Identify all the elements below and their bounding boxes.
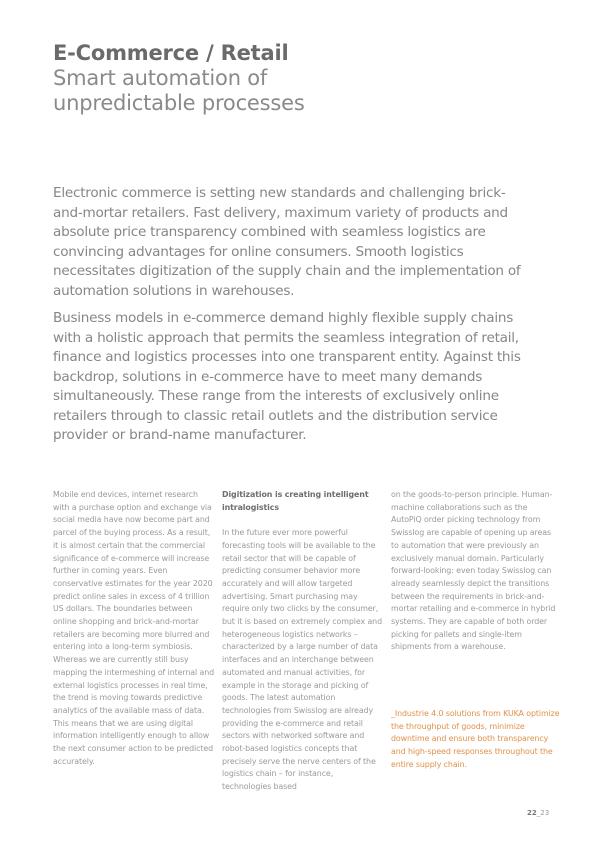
page-subtitle-line-2: unpredictable processes [53, 91, 305, 115]
column-2-heading: Digitization is creating intelligent intralogistics [222, 490, 369, 512]
body-column-2 [222, 489, 384, 794]
column-3-text: on the goods-to-person principle. Human-machine collaborations such as the AutoPiQ order picking technology from Swisslog are capable of opening up areas to automation that were previously an exclusively manual domain. Particularly forward-looking: even today Swisslog can already seamlessly depict the transitions between the requirements in brick-and-mortar retailing and e-commerce in hybrid systems. They are capable of both order picking for pallets and single-item shipments from a warehouse. [391, 490, 556, 652]
intro-paragraph-1: Electronic commerce is setting new standards and challenging brick-and-mortar retailers. Fast delivery, maximum variety of products and absolute price transparency combined with seamless logistics are convincing advantages for online consumers. Smooth logistics necessitates digitization of the supply chain and the implementation of automation solutions in warehouses. [53, 185, 521, 299]
body-column-3 [391, 489, 556, 654]
page-subtitle-line-1: Smart automation of [53, 66, 268, 90]
facing-page-number: 23 [540, 809, 550, 817]
page-header [53, 41, 553, 116]
body-column-1 [53, 489, 215, 768]
intro-paragraph-2: Business models in e-commerce demand highly flexible supply chains with a holistic approach that permits the seamless integration of retail, finance and logistics processes into one transparent entity. Against this backdrop, solutions in e-commerce have to meet many demands simultaneously. These range from the interests of exclusively online retailers through to classic retail outlets and the distribution service provider or brand-name manufacturer. [53, 310, 521, 443]
column-2-text: In the future ever more powerful forecasting tools will be available to the retail sector that will be capable of predicting consumer behavior more accurately and will allow targeted advertising. Smart purchasing may require only two clicks by the consumer, but it is based on extremely complex and heterogeneous logistics networks – characterized by a large number of data interfaces and an interchange between automated and manual activities, for example in the storage and picking of goods. The latest automation technologies from Swisslog are already providing the e-commerce and retail sectors with networked software and robot-based logistics concepts that precisely serve the nerve centers of the logistics chain – for instance, technologies based [222, 528, 382, 792]
page-number [527, 809, 549, 817]
column-1-text: Mobile end devices, internet research with a purchase option and exchange via social media have now become part and parcel of the buying process. As a result, it is almost certain that the commercial significance of e-commerce will increase further in coming years. Even conservative estimates for the year 2020 predict online sales in excess of 4 trillion US dollars. The boundaries between online shopping and brick-and-mortar retailers are becoming more blurred and entering into a long-term symbiosis. Whereas we are currently still busy mapping the intermeshing of internal and external logistics processes in real time, the trend is moving towards predictive analytics of the available mass of data. This means that we are using digital information intelligently enough to allow the next consumer action to be predicted accurately. [53, 490, 215, 766]
pull-quote: _Industrie 4.0 solutions from KUKA optimize the throughput of goods, minimize downtime and ensure both transparency and high-speed responses throughout the entire supply chain. [391, 709, 560, 769]
page-number-separator: _ [536, 809, 541, 817]
page-title: E-Commerce / Retail [53, 41, 289, 65]
current-page-number: 22 [527, 809, 537, 817]
